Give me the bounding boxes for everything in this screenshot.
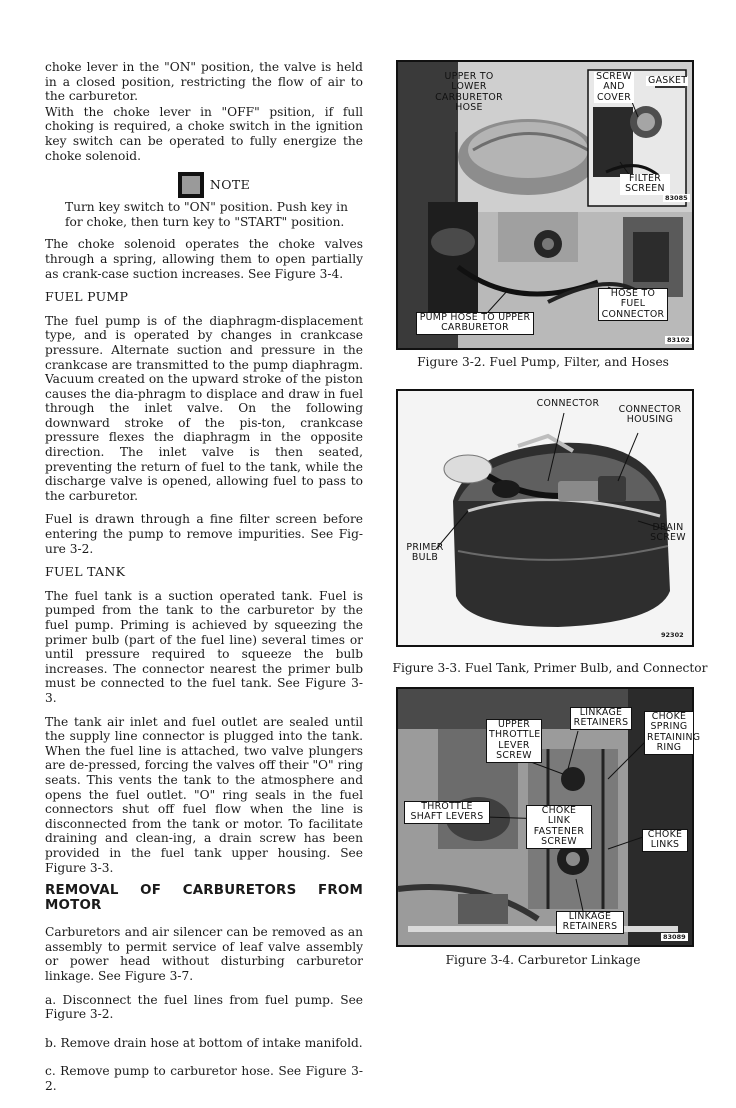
- paragraph-fuel-pump: The fuel pump is of the diaphragm-displacement type, and is operated by changes in crankcase pressure. Alternate suction and pressure in the crankcase are transmitted to the pump diaphragm. Vacuum created on the upward stroke of the piston causes the dia-phragm to displace and draw in fuel through the inlet valve. On the following downward stroke of the pis-ton, crankcase pressure flexes the diaphragm in the opposite direction. The inlet valve is then seated, preventing the return of fuel to the tank, while the discharge valve is opened, allowing fuel to pass to the carburetor.: [45, 313, 363, 503]
- heading-fuel-pump: FUEL PUMP: [45, 289, 129, 305]
- paragraph-carburetors-assembly: Carburetors and air silencer can be removed as an assembly to permit service of leaf valve assembly or power head without disturbing carburetor linkage. See Figure 3-7.: [45, 925, 363, 984]
- note-block: [65, 172, 363, 229]
- label-filter-screen: FILTER SCREEN: [620, 174, 670, 195]
- left-text-column: [45, 60, 363, 1108]
- heading-removal-of-carburetors: REMOVAL OF CARBURETORS FROM MOTOR: [45, 883, 363, 913]
- label-throttle-shaft-levers: THROTTLE SHAFT LEVERS: [404, 801, 490, 824]
- figure-3-4-photo: [396, 687, 701, 947]
- paragraph-choke-solenoid: The choke solenoid operates the choke valves through a spring, allowing them to open partially as crank-case suction increases. See Figure 3-4.: [45, 237, 363, 281]
- step-b: b. Remove drain hose at bottom of intake manifold.: [45, 1035, 363, 1050]
- label-drain-screw: DRAIN SCREW: [650, 522, 686, 544]
- removal-steps: [45, 993, 363, 1094]
- label-primer-bulb: PRIMER BULB: [406, 542, 444, 564]
- photo-number: 83102: [667, 336, 690, 344]
- paragraph-filter-screen: Fuel is drawn through a fine filter screen before entering the pump to remove impurities. See Fig-ure 3-2.: [45, 512, 363, 556]
- label-choke-links: CHOKE LINKS: [642, 829, 688, 852]
- heading-fuel-tank: FUEL TANK: [45, 564, 126, 580]
- note-label: NOTE: [209, 176, 251, 192]
- step-a: a. Disconnect the fuel lines from fuel pump. See Figure 3-2.: [45, 992, 363, 1022]
- label-choke-link-fastener-screw: CHOKE LINK FASTENER SCREW: [526, 805, 592, 849]
- paragraph-choke-lever-on: choke lever in the "ON" position, the valve is held in a closed position, restricting the flow of air to the carburetor.: [45, 60, 363, 104]
- fuel-tank-photo-illustration: [398, 391, 692, 645]
- label-screw-and-cover: SCREW AND COVER: [594, 72, 634, 103]
- label-upper-to-lower-carburetor-hose: UPPER TO LOWER CARBURETOR HOSE: [435, 71, 503, 114]
- label-choke-spring-retaining-ring: CHOKE SPRING RETAINING RING: [644, 711, 694, 755]
- label-pump-hose-to-upper-carburetor: PUMP HOSE TO UPPER CARBURETOR: [416, 312, 534, 335]
- label-linkage-retainers-top: LINKAGE RETAINERS: [570, 707, 632, 730]
- figure-3-2-caption: Figure 3-2. Fuel Pump, Filter, and Hoses: [417, 355, 669, 369]
- label-upper-throttle-lever-screw: UPPER THROTTLE LEVER SCREW: [486, 719, 542, 763]
- note-icon: [178, 172, 204, 198]
- paragraph-fuel-tank: The fuel tank is a suction operated tank. Fuel is pumped from the tank to the carburetor by the fuel pump. Priming is achieved by squeezing the primer bulb (part of the fuel line) several times or until pressure required to squeeze the bulb increases. The connector nearest the primer bulb must be connected to the fuel tank. See Figure 3-3.: [45, 588, 363, 705]
- inset-photo-number: 83085: [665, 194, 688, 202]
- paragraph-choke-lever-off: With the choke lever in "OFF" psition, if full choking is required, a choke switch in the ignition key switch can be operated to fully energize the choke solenoid.: [45, 104, 363, 163]
- step-c: c. Remove pump to carburetor hose. See Figure 3-2.: [45, 1064, 363, 1094]
- photo-number: 92302: [661, 631, 684, 639]
- figure-3-2-photo: [396, 60, 694, 350]
- figure-3-3-caption: Figure 3-3. Fuel Tank, Primer Bulb, and Connector: [392, 661, 708, 675]
- note-text: Turn key switch to "ON" position. Push key in for choke, then turn key to "START" position.: [65, 200, 348, 229]
- label-gasket: GASKET: [648, 75, 688, 86]
- figure-3-3-photo: [396, 389, 694, 647]
- label-linkage-retainers-bottom: LINKAGE RETAINERS: [556, 911, 624, 934]
- photo-number: 83089: [663, 933, 686, 941]
- label-hose-to-fuel-connector: HOSE TO FUEL CONNECTOR: [598, 288, 668, 321]
- label-connector: CONNECTOR: [536, 398, 600, 409]
- figure-3-4-caption: Figure 3-4. Carburetor Linkage: [445, 953, 641, 967]
- label-connector-housing: CONNECTOR HOUSING: [618, 404, 682, 426]
- paragraph-tank-air-inlet: The tank air inlet and fuel outlet are sealed until the supply line connector is plugged into the tank. When the fuel line is attached, two valve plungers are de-pressed, forcing the valves off their "O" ring seats. This vents the tank to the atmosphere and opens the fuel outlet. "O" ring seals in the fuel connectors shut off fuel flow when the line is disconnected from the tank or motor. To facilitate draining and clean-ing, a drain screw has been provided in the fuel tank upper housing. See Figure 3-3.: [45, 714, 363, 875]
